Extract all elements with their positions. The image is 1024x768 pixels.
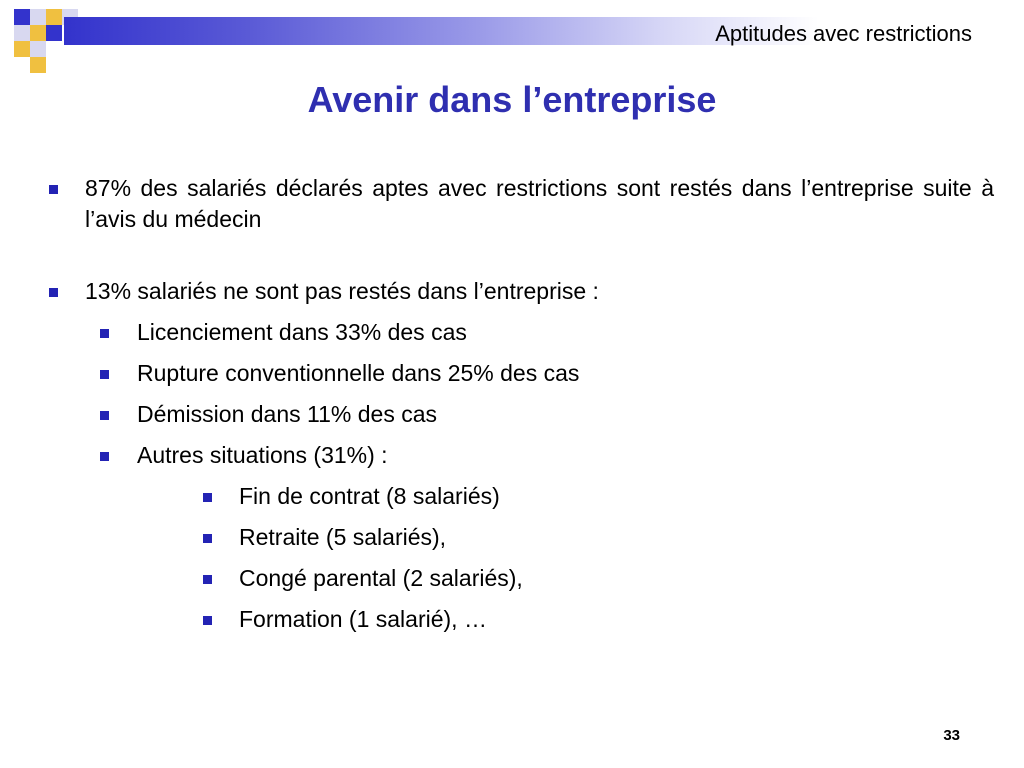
list-item-text: Fin de contrat (8 salariés): [239, 483, 500, 509]
square-bullet-icon: [100, 452, 109, 461]
corner-square: [30, 57, 46, 73]
list-item-text: Retraite (5 salariés),: [239, 524, 447, 550]
square-bullet-icon: [100, 329, 109, 338]
section-title: Aptitudes avec restrictions: [715, 21, 972, 46]
list-item: [46, 276, 994, 307]
bullet-list: [46, 173, 994, 635]
list-item-text: Rupture conventionnelle dans 25% des cas: [137, 360, 580, 386]
list-item-text: Congé parental (2 salariés),: [239, 565, 523, 591]
corner-square: [14, 25, 30, 41]
corner-square: [30, 41, 46, 57]
slide-title: Avenir dans l’entreprise: [307, 79, 717, 120]
sub-sub-list-item: [46, 604, 994, 635]
list-item-text: 13% salariés ne sont pas restés dans l’entreprise :: [85, 278, 599, 304]
square-bullet-icon: [203, 616, 212, 625]
corner-square: [46, 9, 62, 25]
square-bullet-icon: [49, 185, 58, 194]
square-bullet-icon: [100, 411, 109, 420]
list-item-text: 87% des salariés déclarés aptes avec restrictions sont restés dans l’entreprise suite à l’avis du médecin: [85, 175, 994, 232]
corner-square: [46, 25, 62, 41]
page-number: 33: [943, 727, 960, 744]
square-bullet-icon: [203, 534, 212, 543]
sub-list-item: [46, 317, 994, 348]
sub-list-item: [46, 440, 994, 471]
sub-sub-list-item: [46, 563, 994, 594]
list-item-text: Licenciement dans 33% des cas: [137, 319, 467, 345]
sub-sub-list-item: [46, 522, 994, 553]
sub-list-item: [46, 399, 994, 430]
square-bullet-icon: [49, 288, 58, 297]
corner-square: [30, 25, 46, 41]
corner-square: [14, 41, 30, 57]
list-item: [46, 173, 994, 235]
list-item-text: Autres situations (31%) :: [137, 442, 388, 468]
corner-square: [30, 9, 46, 25]
corner-square: [14, 9, 30, 25]
square-bullet-icon: [203, 575, 212, 584]
square-bullet-icon: [203, 493, 212, 502]
list-item-text: Formation (1 salarié), …: [239, 606, 487, 632]
square-bullet-icon: [100, 370, 109, 379]
sub-list-item: [46, 358, 994, 389]
list-item-text: Démission dans 11% des cas: [137, 401, 437, 427]
sub-sub-list-item: [46, 481, 994, 512]
